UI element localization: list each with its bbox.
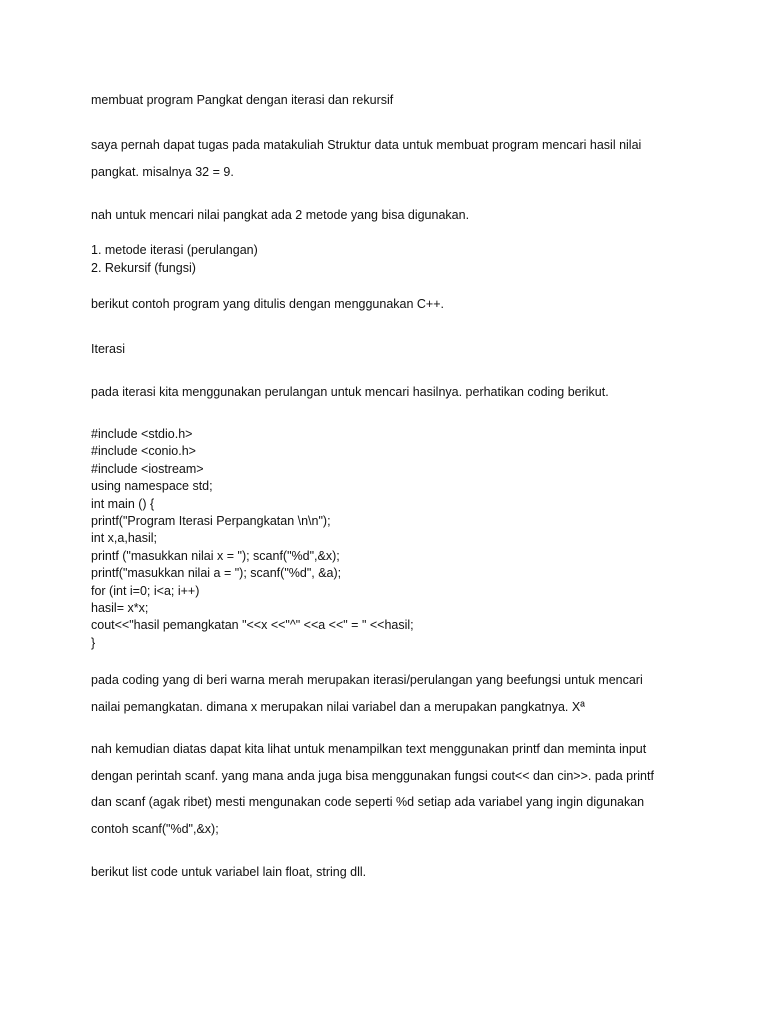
printf-line-2: dengan perintah scanf. yang mana anda juga bisa menggunakan fungsi cout<< dan cin>>. pada printf: [91, 768, 654, 783]
section-heading-iterasi: Iterasi: [91, 342, 126, 356]
intro-line-1: saya pernah dapat tugas pada matakuliah Struktur data untuk membuat program mencari hasil nilai: [91, 138, 642, 152]
methods-intro: nah untuk mencari nilai pangkat ada 2 metode yang bisa digunakan.: [91, 208, 470, 222]
intro-paragraph: [91, 132, 679, 185]
printf-line-1: nah kemudian diatas dapat kita lihat untuk menampilkan text menggunakan printf dan meminta input: [91, 742, 647, 756]
code-line: using namespace std;: [91, 479, 213, 494]
explanation-line-1: pada coding yang di beri warna merah merupakan iterasi/perulangan yang beefungsi untuk mencari: [91, 673, 643, 687]
list-item: 2. Rekursif (fungsi): [91, 260, 196, 275]
code-line: #include <conio.h>: [91, 444, 196, 459]
printf-paragraph: [91, 736, 679, 842]
code-line: printf("Program Iterasi Perpangkatan \n\n");: [91, 513, 331, 528]
document-title: membuat program Pangkat dengan iterasi dan rekursif: [91, 93, 394, 107]
code-line: int main () {: [91, 496, 155, 511]
printf-line-4: contoh scanf("%d",&x);: [91, 821, 219, 836]
list-item: 1. metode iterasi (perulangan): [91, 243, 258, 257]
code-block: [91, 426, 679, 652]
code-line: int x,a,hasil;: [91, 531, 158, 546]
explanation-paragraph: [91, 667, 679, 720]
printf-line-3: dan scanf (agak ribet) mesti mengunakan code seperti %d setiap ada variabel yang ingin digunakan: [91, 795, 645, 809]
code-line: printf("masukkan nilai a = "); scanf("%d", &a);: [91, 566, 342, 581]
intro-line-2: pangkat. misalnya 32 = 9.: [91, 164, 234, 179]
explanation-line-2: nailai pemangkatan. dimana x merupakan nilai variabel dan a merupakan pangkatnya. Xª: [91, 699, 585, 714]
code-line: for (int i=0; i<a; i++): [91, 583, 200, 598]
code-line: #include <iostream>: [91, 461, 204, 476]
iteration-intro: pada iterasi kita menggunakan perulangan untuk mencari hasilnya. perhatikan coding berikut.: [91, 385, 609, 399]
code-line: }: [91, 635, 96, 650]
code-line: #include <stdio.h>: [91, 427, 193, 441]
methods-list: [91, 242, 258, 277]
example-intro: berikut contoh program yang ditulis dengan menggunakan C++.: [91, 297, 445, 311]
code-line: cout<<"hasil pemangkatan "<<x <<"^" <<a <<" = " <<hasil;: [91, 618, 414, 633]
code-line: hasil= x*x;: [91, 600, 149, 615]
closing-line: berikut list code untuk variabel lain float, string dll.: [91, 865, 367, 879]
code-line: printf ("masukkan nilai x = "); scanf("%d",&x);: [91, 548, 340, 563]
